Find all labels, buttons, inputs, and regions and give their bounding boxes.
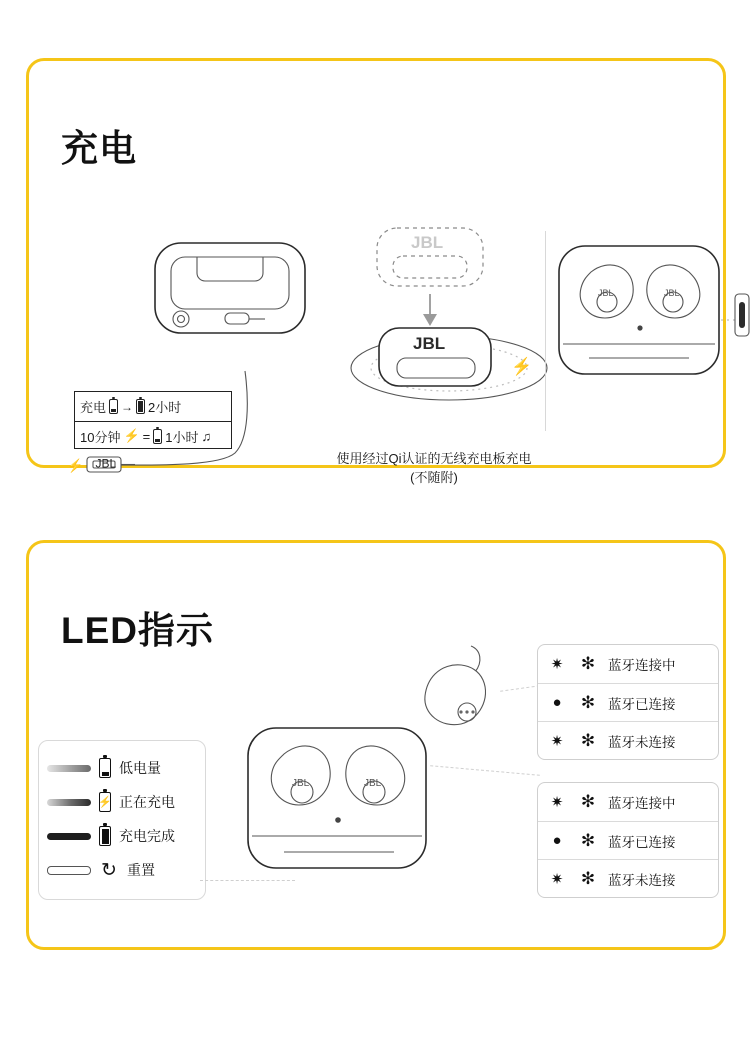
charge-label: 充电 [80,400,107,415]
bluetooth-icon: ✻ [580,792,596,811]
battery-low-icon [99,758,111,778]
bolt-icon: ⚡ [511,357,533,376]
legend-row-charged [47,819,197,853]
battery-half-icon [153,429,162,444]
led-status-text: 蓝牙未连接 [608,872,676,888]
charging-panel [26,58,726,485]
playback-duration: 1小时 [165,429,199,445]
led-panel-title: LED指示 [61,609,214,651]
bluetooth-icon: ✻ [580,654,596,673]
battery-full-icon [136,399,145,414]
led-bar-low-icon [47,765,91,772]
earbuds-in-case-illustration [549,236,739,386]
wireless-caption-line2: (不随附) [410,470,458,485]
led-blinking-icon: ✷ [550,732,564,750]
table-row [538,645,718,683]
charge-time-table [74,391,232,449]
led-blinking-icon: ✷ [550,656,564,673]
legend-label: 重置 [127,862,155,878]
legend-row-reset [47,853,197,887]
svg-text:JBL: JBL [292,778,310,789]
legend-connector-line [200,880,295,881]
led-status-text: 蓝牙已连接 [608,696,676,712]
svg-text:JBL: JBL [413,334,446,353]
svg-text:JBL: JBL [95,456,117,471]
led-status-table-earbud [537,644,719,760]
battery-status-legend [38,740,206,900]
led-blinking-icon: ✷ [550,794,564,811]
bluetooth-icon: ✻ [580,830,596,850]
table-row [538,859,718,897]
charge-duration: 2小时 [148,400,182,415]
led-bar-solid-icon [47,833,91,840]
legend-row-low-battery [47,751,197,785]
wireless-charging-caption [309,449,559,487]
table-row [75,421,231,450]
led-solid-icon: ● [552,694,562,711]
svg-text:JBL: JBL [411,233,444,252]
bluetooth-icon: ✻ [580,730,596,750]
bluetooth-icon: ✻ [580,692,596,712]
table-row [75,392,231,421]
open-case-illustration [137,231,327,371]
equals-sign: = [142,428,151,444]
led-status-text: 蓝牙连接中 [608,796,676,811]
legend-row-charging [47,785,197,819]
led-status-text: 蓝牙已连接 [608,834,676,850]
battery-full-icon [99,826,111,846]
table-row [538,783,718,821]
legend-label: 充电完成 [119,828,175,844]
svg-text:JBL: JBL [598,288,614,298]
battery-low-icon [109,399,118,414]
led-solid-icon: ● [552,832,562,849]
arrow-icon: → [121,399,134,414]
led-case-illustration [240,720,440,890]
led-blinking-icon: ✷ [550,870,564,888]
led-bar-mid-icon [47,799,91,806]
bluetooth-icon: ✻ [580,868,596,888]
section-divider [545,231,546,431]
table-row [538,721,718,759]
music-note-icon: ♫ [201,428,212,444]
battery-charging-icon: ⚡ [99,792,111,812]
led-status-table-case [537,782,719,898]
svg-text:JBL: JBL [364,778,382,789]
charging-panel-title: 充电 [61,127,137,169]
legend-label: 正在充电 [119,794,175,810]
table-row [538,683,718,721]
wireless-caption-line1: 使用经过Qi认证的无线充电板充电 [336,451,532,466]
bolt-icon: ⚡ [123,428,140,443]
wireless-charging-illustration [349,176,569,416]
table-row [538,821,718,859]
quick-charge-label: 10分钟 [80,429,121,445]
led-status-text: 蓝牙未连接 [608,734,676,750]
reset-icon: ↻ [101,859,117,881]
svg-text:JBL: JBL [664,288,680,298]
svg-text:⚡: ⚡ [67,458,84,473]
led-bar-hollow-icon [47,866,91,875]
led-status-text: 蓝牙连接中 [608,658,676,673]
legend-label: 低电量 [119,760,161,776]
